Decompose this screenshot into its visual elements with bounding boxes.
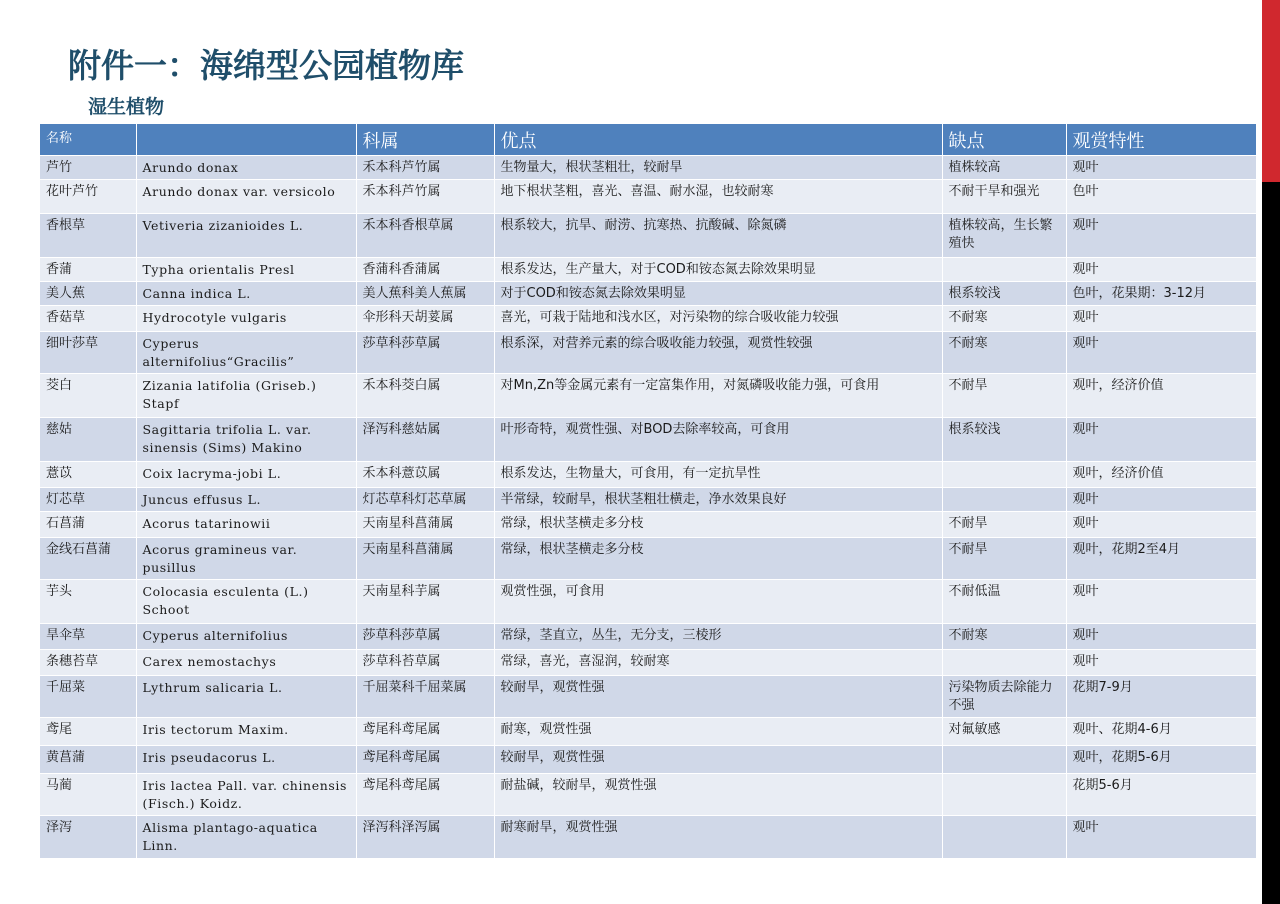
accent-bar-red (1262, 0, 1280, 182)
cell-family: 禾本科香根草属 (356, 214, 494, 258)
cell-ornamental: 观叶，花期2至4月 (1066, 538, 1256, 580)
cell-latin: Juncus effusus L. (136, 488, 356, 512)
cell-advantages: 半常绿，较耐旱，根状茎粗壮横走，净水效果良好 (494, 488, 942, 512)
plant-table (40, 124, 1257, 858)
cell-name: 马蔺 (40, 774, 136, 816)
cell-disadvantages: 污染物质去除能力不强 (942, 676, 1066, 718)
cell-disadvantages (942, 816, 1066, 858)
table-row (40, 774, 1256, 816)
cell-advantages: 较耐旱，观赏性强 (494, 746, 942, 774)
plant-table-body (40, 156, 1256, 858)
cell-family: 灯芯草科灯芯草属 (356, 488, 494, 512)
cell-ornamental: 观叶 (1066, 580, 1256, 624)
table-row (40, 512, 1256, 538)
table-row (40, 418, 1256, 462)
table-header-row (40, 124, 1256, 156)
table-row (40, 816, 1256, 858)
cell-name: 慈姑 (40, 418, 136, 462)
cell-latin: Colocasia esculenta (L.) Schoot (136, 580, 356, 624)
header-disadvantages: 缺点 (942, 124, 1066, 156)
cell-family: 鸢尾科鸢尾属 (356, 746, 494, 774)
cell-family: 鸢尾科鸢尾属 (356, 718, 494, 746)
cell-advantages: 地下根状茎粗，喜光、喜温、耐水湿，也较耐寒 (494, 180, 942, 214)
cell-name: 细叶莎草 (40, 332, 136, 374)
cell-advantages: 耐盐碱，较耐旱，观赏性强 (494, 774, 942, 816)
accent-bar-black (1262, 182, 1280, 904)
cell-latin: Iris tectorum Maxim. (136, 718, 356, 746)
cell-advantages: 根系发达，生物量大，可食用，有一定抗旱性 (494, 462, 942, 488)
cell-disadvantages: 不耐旱 (942, 538, 1066, 580)
cell-ornamental: 观叶 (1066, 650, 1256, 676)
cell-name: 茭白 (40, 374, 136, 418)
cell-disadvantages: 不耐干旱和强光 (942, 180, 1066, 214)
cell-family: 伞形科天胡荽属 (356, 306, 494, 332)
cell-disadvantages (942, 746, 1066, 774)
cell-latin: Lythrum salicaria L. (136, 676, 356, 718)
cell-family: 千屈菜科千屈菜属 (356, 676, 494, 718)
cell-family: 天南星科菖蒲属 (356, 538, 494, 580)
cell-disadvantages: 不耐寒 (942, 624, 1066, 650)
cell-ornamental: 色叶，花果期：3-12月 (1066, 282, 1256, 306)
cell-ornamental: 观叶、花期4-6月 (1066, 718, 1256, 746)
cell-disadvantages: 对氟敏感 (942, 718, 1066, 746)
table-row (40, 746, 1256, 774)
cell-latin: Acorus gramineus var. pusillus (136, 538, 356, 580)
header-name: 名称 (40, 124, 136, 156)
cell-ornamental: 观叶 (1066, 512, 1256, 538)
cell-advantages: 常绿，根状茎横走多分枝 (494, 512, 942, 538)
cell-ornamental: 观叶 (1066, 258, 1256, 282)
cell-advantages: 对于COD和铵态氮去除效果明显 (494, 282, 942, 306)
cell-ornamental: 观叶 (1066, 214, 1256, 258)
cell-name: 金线石菖蒲 (40, 538, 136, 580)
page-title: 附件一：海绵型公园植物库 (68, 46, 464, 85)
cell-advantages: 根系发达，生产量大，对于COD和铵态氮去除效果明显 (494, 258, 942, 282)
cell-disadvantages (942, 488, 1066, 512)
cell-advantages: 常绿，茎直立，丛生，无分支，三棱形 (494, 624, 942, 650)
cell-disadvantages: 不耐旱 (942, 374, 1066, 418)
cell-advantages: 叶形奇特，观赏性强、对BOD去除率较高，可食用 (494, 418, 942, 462)
table-row (40, 624, 1256, 650)
cell-advantages: 观赏性强，可食用 (494, 580, 942, 624)
header-latin (136, 124, 356, 156)
cell-name: 美人蕉 (40, 282, 136, 306)
cell-name: 香根草 (40, 214, 136, 258)
cell-name: 石菖蒲 (40, 512, 136, 538)
cell-advantages: 常绿，喜光，喜湿润，较耐寒 (494, 650, 942, 676)
cell-family: 莎草科莎草属 (356, 332, 494, 374)
cell-name: 花叶芦竹 (40, 180, 136, 214)
cell-ornamental: 观叶 (1066, 624, 1256, 650)
table-row (40, 156, 1256, 180)
cell-latin: Cyperus alternifolius“Gracilis” (136, 332, 356, 374)
cell-latin: Coix lacryma-jobi L. (136, 462, 356, 488)
cell-ornamental: 观叶 (1066, 332, 1256, 374)
cell-disadvantages: 不耐低温 (942, 580, 1066, 624)
cell-family: 禾本科芦竹属 (356, 180, 494, 214)
cell-ornamental: 观叶 (1066, 306, 1256, 332)
cell-advantages: 耐寒耐旱，观赏性强 (494, 816, 942, 858)
table-row (40, 214, 1256, 258)
cell-latin: Sagittaria trifolia L. var. sinensis (Sims) Makino (136, 418, 356, 462)
cell-disadvantages: 植株较高，生长繁殖快 (942, 214, 1066, 258)
section-subtitle: 湿生植物 (88, 96, 165, 118)
table-row (40, 488, 1256, 512)
cell-disadvantages: 植株较高 (942, 156, 1066, 180)
cell-family: 泽泻科泽泻属 (356, 816, 494, 858)
cell-ornamental: 花期7-9月 (1066, 676, 1256, 718)
cell-name: 泽泻 (40, 816, 136, 858)
cell-latin: Cyperus alternifolius (136, 624, 356, 650)
cell-latin: Iris pseudacorus L. (136, 746, 356, 774)
cell-advantages: 根系深，对营养元素的综合吸收能力较强，观赏性较强 (494, 332, 942, 374)
cell-ornamental: 观叶，花期5-6月 (1066, 746, 1256, 774)
cell-disadvantages (942, 650, 1066, 676)
cell-disadvantages (942, 774, 1066, 816)
cell-ornamental: 观叶 (1066, 488, 1256, 512)
cell-disadvantages (942, 462, 1066, 488)
cell-advantages: 对Mn,Zn等金属元素有一定富集作用，对氮磷吸收能力强，可食用 (494, 374, 942, 418)
cell-ornamental: 观叶 (1066, 418, 1256, 462)
table-row (40, 374, 1256, 418)
table-row (40, 650, 1256, 676)
cell-latin: Canna indica L. (136, 282, 356, 306)
cell-disadvantages: 根系较浅 (942, 418, 1066, 462)
cell-advantages: 喜光，可栽于陆地和浅水区，对污染物的综合吸收能力较强 (494, 306, 942, 332)
table-row (40, 180, 1256, 214)
cell-name: 鸢尾 (40, 718, 136, 746)
table-row (40, 282, 1256, 306)
cell-latin: Typha orientalis Presl (136, 258, 356, 282)
table-row (40, 718, 1256, 746)
cell-latin: Hydrocotyle vulgaris (136, 306, 356, 332)
table-row (40, 462, 1256, 488)
cell-name: 薏苡 (40, 462, 136, 488)
table-row (40, 332, 1256, 374)
cell-family: 禾本科芦竹属 (356, 156, 494, 180)
cell-ornamental: 花期5-6月 (1066, 774, 1256, 816)
cell-family: 禾本科茭白属 (356, 374, 494, 418)
table-row (40, 676, 1256, 718)
cell-name: 黄菖蒲 (40, 746, 136, 774)
cell-ornamental: 观叶，经济价值 (1066, 462, 1256, 488)
cell-family: 鸢尾科鸢尾属 (356, 774, 494, 816)
header-advantages: 优点 (494, 124, 942, 156)
cell-name: 香蒲 (40, 258, 136, 282)
cell-name: 芋头 (40, 580, 136, 624)
cell-name: 灯芯草 (40, 488, 136, 512)
cell-name: 芦竹 (40, 156, 136, 180)
cell-disadvantages: 不耐寒 (942, 306, 1066, 332)
cell-family: 香蒲科香蒲属 (356, 258, 494, 282)
table-row (40, 538, 1256, 580)
table-row (40, 580, 1256, 624)
cell-latin: Arundo donax var. versicolo (136, 180, 356, 214)
cell-latin: Iris lactea Pall. var. chinensis (Fisch.) Koidz. (136, 774, 356, 816)
cell-family: 禾本科薏苡属 (356, 462, 494, 488)
cell-family: 莎草科苔草属 (356, 650, 494, 676)
cell-family: 天南星科菖蒲属 (356, 512, 494, 538)
cell-name: 香菇草 (40, 306, 136, 332)
cell-family: 美人蕉科美人蕉属 (356, 282, 494, 306)
cell-latin: Arundo donax (136, 156, 356, 180)
header-family: 科属 (356, 124, 494, 156)
cell-family: 莎草科莎草属 (356, 624, 494, 650)
cell-advantages: 耐寒，观赏性强 (494, 718, 942, 746)
cell-ornamental: 观叶，经济价值 (1066, 374, 1256, 418)
cell-advantages: 生物量大，根状茎粗壮，较耐旱 (494, 156, 942, 180)
cell-ornamental: 观叶 (1066, 816, 1256, 858)
cell-disadvantages (942, 258, 1066, 282)
cell-family: 泽泻科慈姑属 (356, 418, 494, 462)
cell-latin: Vetiveria zizanioides L. (136, 214, 356, 258)
cell-name: 旱伞草 (40, 624, 136, 650)
cell-advantages: 常绿，根状茎横走多分枝 (494, 538, 942, 580)
cell-disadvantages: 不耐寒 (942, 332, 1066, 374)
cell-ornamental: 观叶 (1066, 156, 1256, 180)
cell-name: 条穗苔草 (40, 650, 136, 676)
cell-advantages: 根系较大，抗旱、耐涝、抗寒热、抗酸碱、除氮磷 (494, 214, 942, 258)
cell-family: 天南星科芋属 (356, 580, 494, 624)
header-ornamental: 观赏特性 (1066, 124, 1256, 156)
cell-name: 千屈菜 (40, 676, 136, 718)
cell-latin: Alisma plantago-aquatica Linn. (136, 816, 356, 858)
cell-advantages: 较耐旱，观赏性强 (494, 676, 942, 718)
cell-latin: Acorus tatarinowii (136, 512, 356, 538)
cell-ornamental: 色叶 (1066, 180, 1256, 214)
cell-latin: Zizania latifolia (Griseb.) Stapf (136, 374, 356, 418)
cell-disadvantages: 不耐旱 (942, 512, 1066, 538)
cell-disadvantages: 根系较浅 (942, 282, 1066, 306)
table-row (40, 306, 1256, 332)
cell-latin: Carex nemostachys (136, 650, 356, 676)
table-row (40, 258, 1256, 282)
